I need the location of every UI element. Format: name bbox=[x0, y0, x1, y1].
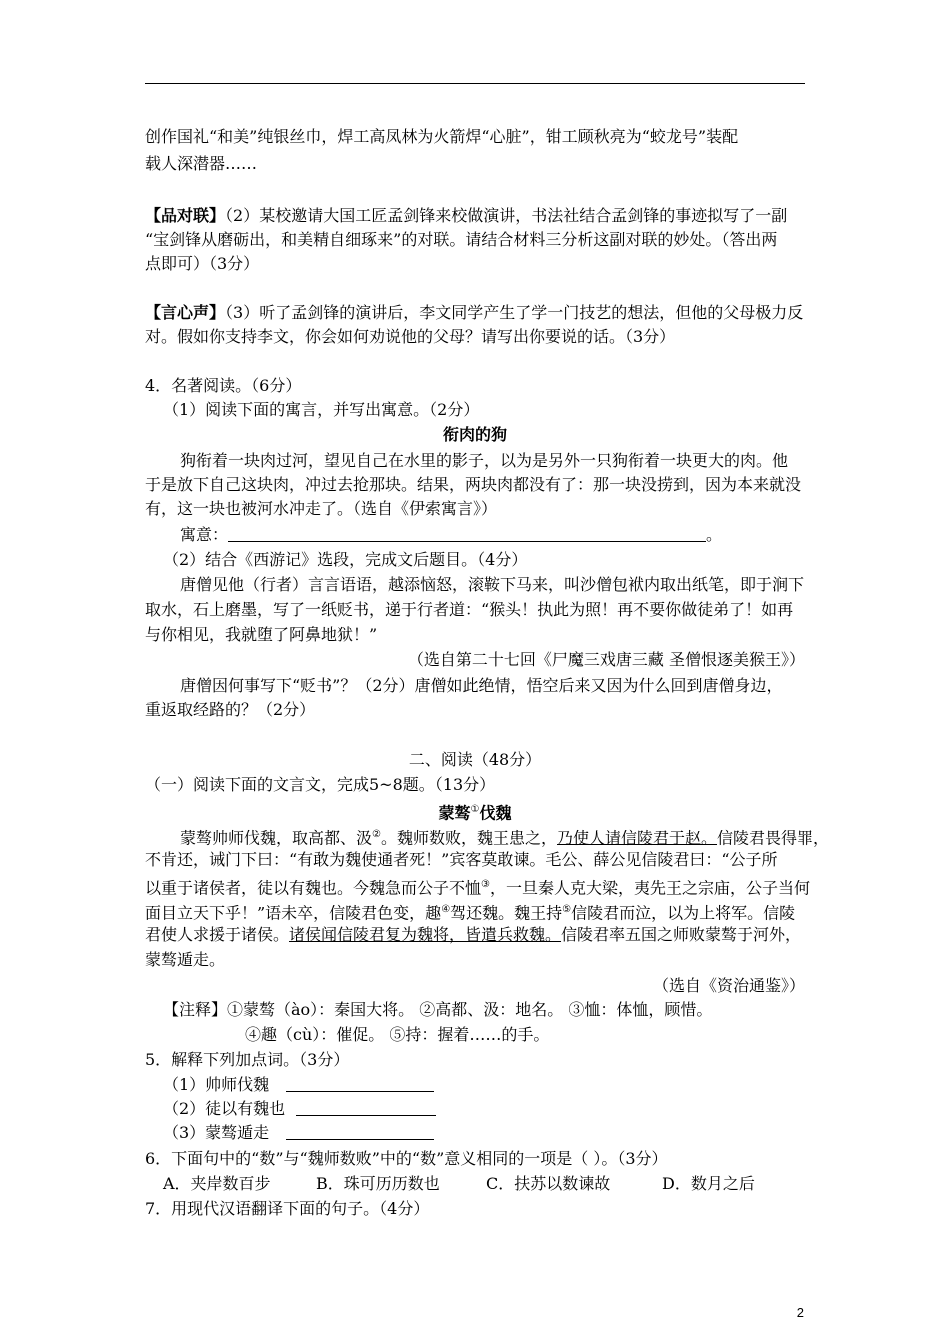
underlined-sentence: 诸侯闻信陵君复为魏将，皆遣兵救魏。 bbox=[289, 925, 562, 944]
header-rule bbox=[145, 83, 805, 84]
option-a[interactable]: A．夹岸数百步 bbox=[163, 1174, 271, 1193]
classical-text-line: 君使人求援于诸侯。诸侯闻信陵君复为魏将，皆遣兵救魏。信陵君率五国之师败蒙骜于河外， bbox=[145, 925, 802, 944]
question-7-heading: 7．用现代汉语翻译下面的句子。（4分） bbox=[145, 1199, 430, 1218]
section-2-sub1: （一）阅读下面的文言文，完成5~8题。（13分） bbox=[145, 775, 496, 794]
classical-text-line: 不肯还，诫门下曰：“有敢为魏使通者死！”宾客莫敢谏。毛公、薛公见信陵君曰：“公子所 bbox=[145, 850, 778, 869]
answer-blank[interactable] bbox=[296, 1101, 436, 1116]
excerpt-source: （选自第二十七回《尸魔三戏唐三藏 圣僧恨逐美猴王》） bbox=[407, 650, 805, 669]
paragraph-line: 载人深潜器…… bbox=[145, 154, 258, 173]
question-5-heading: 5．解释下列加点词。（3分） bbox=[145, 1050, 350, 1069]
moral-blank[interactable] bbox=[228, 527, 706, 542]
paragraph-line: 创作国礼“和美”纯银丝巾，焊工高凤林为火箭焊“心脏”，钳工顾秋亮为“蛟龙号”装配 bbox=[145, 127, 739, 146]
question-tag: 【品对联】 bbox=[145, 206, 226, 225]
question-3-line: 【言心声】（3）听了孟剑锋的演讲后，李文同学产生了学一门技艺的想法，但他的父母极力反 bbox=[145, 303, 804, 322]
section-4-sub1: （1）阅读下面的寓言，并写出寓意。（2分） bbox=[163, 400, 480, 419]
section-2-heading: 二、阅读（48分） bbox=[408, 750, 542, 769]
answer-blank[interactable] bbox=[286, 1125, 434, 1140]
annotation-line: ④趣（cù）：催促。 ⑤持：握着……的手。 bbox=[245, 1025, 550, 1044]
classical-text-line: 面目立天下乎！”语未卒，信陵君色变，趣④驾还魏。魏王持⑤信陵君而泣，以为上将军。信陵 bbox=[145, 903, 796, 923]
section-4-question: 重返取经路的？（2分） bbox=[145, 700, 316, 719]
annotation-line: 【注释】①蒙骜（ào）：秦国大将。 ②高都、汲：地名。 ③恤：体恤，顾惜。 bbox=[163, 1000, 713, 1019]
question-2-line: 点即可）（3分） bbox=[145, 254, 260, 273]
option-c[interactable]: C．扶苏以数谏故 bbox=[486, 1174, 611, 1193]
question-3-line: 对。假如你支持李文，你会如何劝说他的父母？请写出你要说的话。（3分） bbox=[145, 327, 676, 346]
option-b[interactable]: B．珠可历历数也 bbox=[316, 1174, 440, 1193]
question-2-line: 【品对联】（2）某校邀请大国工匠孟剑锋来校做演讲，书法社结合孟剑锋的事迹拟写了一副 bbox=[145, 206, 788, 225]
excerpt-line: 取水，石上磨墨，写了一纸贬书，递于行者道：“猴头！执此为照！再不要你做徒弟了！如再 bbox=[145, 600, 794, 619]
classical-text-line: 蒙骜遁走。 bbox=[145, 950, 226, 969]
excerpt-line: 与你相见，我就堕了阿鼻地狱！” bbox=[145, 625, 378, 644]
fable-title: 衔肉的狗 bbox=[442, 425, 507, 444]
moral-answer-line: 寓意： 。 bbox=[180, 525, 723, 544]
classical-text-line: 以重于诸侯者，徒以有魏也。今魏急而公子不恤③，一旦秦人克大梁，夷先王之宗庙，公子当何 bbox=[145, 878, 810, 898]
question-6-options bbox=[163, 1174, 755, 1194]
fable-line: 狗衔着一块肉过河，望见自己在水里的影子，以为是另外一只狗衔着一块更大的肉。他 bbox=[180, 451, 789, 470]
section-4-sub2: （2）结合《西游记》选段，完成文后题目。（4分） bbox=[163, 550, 528, 569]
question-2-line: “宝剑锋从磨砺出，和美精自细琢来”的对联。请结合材料三分析这副对联的妙处。（答出两 bbox=[145, 230, 778, 249]
fable-line: 于是放下自己这块肉，冲过去抢那块。结果，两块肉都没有了：那一块没捞到，因为本来就没 bbox=[145, 475, 802, 494]
classical-text-source: （选自《资治通鉴》） bbox=[652, 976, 805, 995]
page-number: 2 bbox=[796, 1305, 804, 1320]
section-4-heading: 4．名著阅读。（6分） bbox=[145, 376, 302, 395]
question-5-item: （3）蒙骜遁走 bbox=[163, 1123, 434, 1143]
answer-blank[interactable] bbox=[286, 1077, 434, 1092]
option-d[interactable]: D．数月之后 bbox=[662, 1174, 755, 1193]
question-6-heading: 6．下面句中的“数”与“魏师数败”中的“数”意义相同的一项是（ ）。（3分） bbox=[145, 1149, 668, 1168]
underlined-sentence: 乃使人请信陵君于赵。 bbox=[557, 828, 718, 848]
question-5-item: （1）帅师伐魏 bbox=[163, 1075, 434, 1095]
question-tag: 【言心声】 bbox=[145, 303, 226, 322]
excerpt-line: 唐僧见他（行者）言言语语，越添恼怒，滚鞍下马来，叫沙僧包袱内取出纸笔，即于涧下 bbox=[180, 575, 805, 594]
question-5-item: （2）徒以有魏也 bbox=[163, 1099, 436, 1119]
classical-text-title: 蒙骜①伐魏 bbox=[438, 803, 512, 823]
fable-line: 有，这一块也被河水冲走了。（选自《伊索寓言》） bbox=[145, 499, 498, 518]
classical-text-line: 蒙骜帅师伐魏，取高都、汲②。魏师数败，魏王患之，乃使人请信陵君于赵。信陵君畏得罪， bbox=[180, 828, 830, 848]
section-4-question: 唐僧因何事写下“贬书”？（2分）唐僧如此绝情，悟空后来又因为什么回到唐僧身边， bbox=[180, 676, 783, 695]
